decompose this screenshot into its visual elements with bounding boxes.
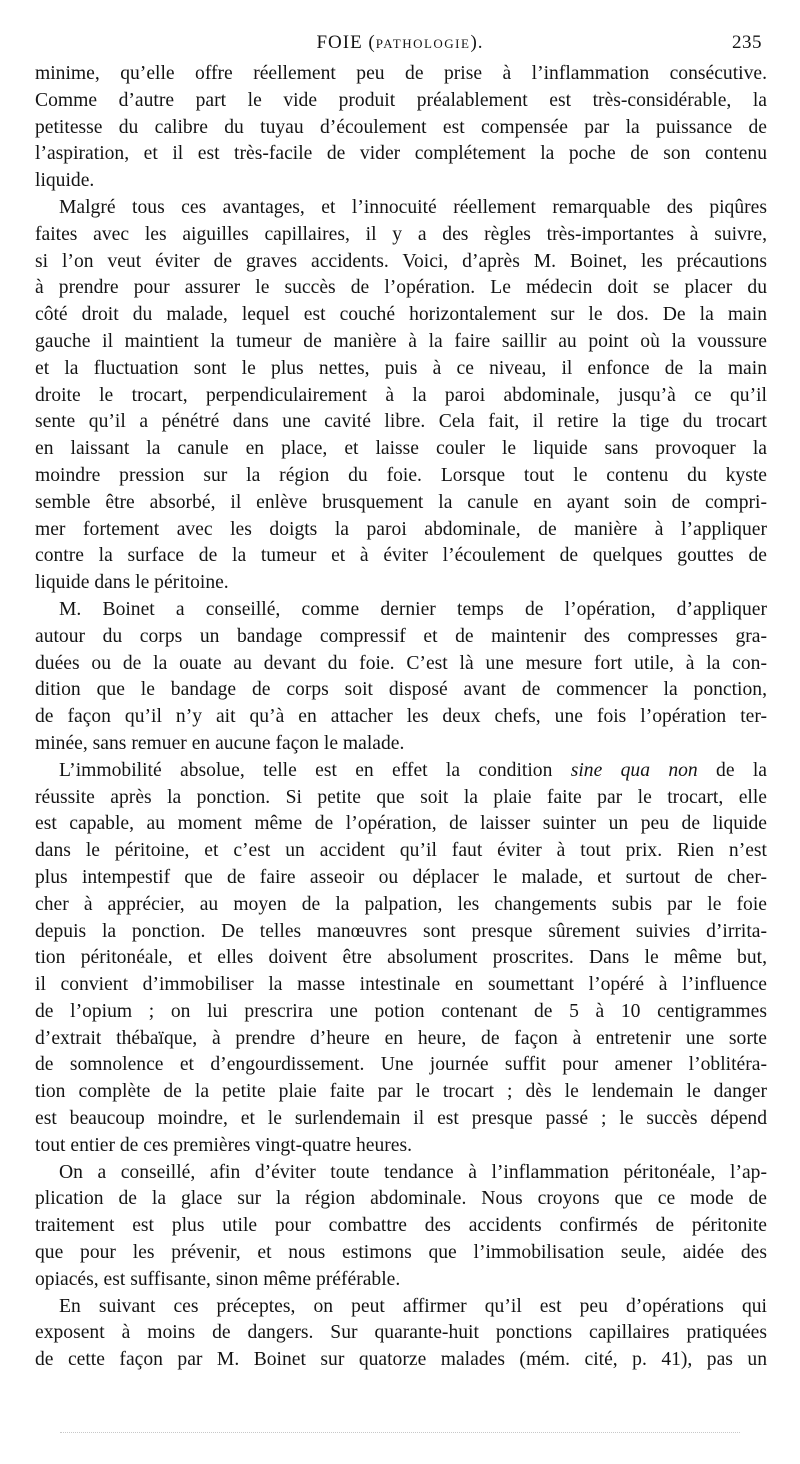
text-line: il convient d’immobiliser la masse intestinale en soumettant l’opéré à l’influence [35, 974, 767, 996]
header-title-end: ). [470, 32, 484, 53]
bottom-scan-dots [60, 1432, 740, 1437]
text-line: tion complète de la petite plaie faite par le trocart ; dès le lendemain le danger [35, 1081, 767, 1103]
text-line: liquide. [35, 170, 95, 192]
paragraph-6 [35, 1294, 767, 1374]
text-run: L’immobilité absolue, telle est en effet la condition [59, 759, 571, 781]
text-line: si l’on veut éviter de graves accidents. Voici, d’après M. Boinet, les précautions [35, 250, 767, 272]
text-line: l’aspiration, et il est très-facile de vider complétement la poche de son contenu [35, 143, 767, 165]
text-line: gauche il maintient la tumeur de manière à la faire saillir au point où la voussure [35, 330, 767, 352]
text-line: faites avec les aiguilles capillaires, il y a des règles très-importantes à suivre, [35, 223, 767, 245]
text-line: d’extrait thébaïque, à prendre d’heure en heure, de façon à entretenir une sorte [35, 1027, 767, 1049]
text-line: duées ou de la ouate au devant du foie. C’est là une mesure fort utile, à la con- [35, 652, 767, 674]
page-number: 235 [732, 32, 762, 53]
text-line: de l’opium ; on lui prescrira une potion contenant de 5 à 10 centigrammes [35, 1000, 767, 1022]
body-text [35, 61, 767, 1374]
text-line: en laissant la canule en place, et laisse couler le liquide sans provoquer la [35, 438, 767, 460]
text-line: mer fortement avec les doigts la paroi abdominale, de manière à l’appliquer [35, 518, 767, 540]
text-line: moindre pression sur la région du foie. Lorsque tout le contenu du kyste [35, 464, 767, 486]
text-run: de la [697, 759, 767, 781]
text-line: côté droit du malade, lequel est couché horizontalement sur le dos. De la main [35, 304, 767, 326]
text-line: Comme d’autre part le vide produit préalablement est très-considérable, la [35, 89, 767, 111]
paragraph-3 [35, 597, 767, 758]
text-line: dition que le bandage de corps soit disposé avant de commencer la ponction, [35, 679, 767, 701]
text-line: petitesse du calibre du tuyau d’écoulement est compensée par la puissance de [35, 116, 767, 138]
text-line: minée, sans remuer en aucune façon le malade. [35, 732, 405, 754]
paragraph-5 [35, 1160, 767, 1294]
text-line: et la fluctuation sont le plus nettes, puis à ce niveau, il enfonce de la main [35, 357, 767, 379]
header-title-main: FOIE ( [316, 32, 376, 53]
text-line: est beaucoup moindre, et le surlendemain il est presque passé ; le succès dépend [35, 1108, 767, 1130]
text-line: de façon qu’il n’y ait qu’à en attacher les deux chefs, une fois l’opération ter- [35, 706, 767, 728]
text-line: à prendre pour assurer le succès de l’opération. Le médecin doit se placer du [35, 277, 767, 299]
text-line: plus intempestif que de faire asseoir ou déplacer le malade, et surtout de cher- [35, 866, 767, 888]
text-line: est capable, au moment même de l’opération, de laisser suinter un peu de liquide [35, 813, 767, 835]
text-line: Malgré tous ces avantages, et l’innocuité réellement remarquable des piqûres [59, 196, 767, 218]
text-line: réussite après la ponction. Si petite que soit la plaie faite par le trocart, elle [35, 786, 767, 808]
paragraph-4 [35, 758, 767, 1160]
text-line: En suivant ces préceptes, on peut affirmer qu’il est peu d’opérations qui [59, 1295, 767, 1317]
text-line: semble être absorbé, il enlève brusquement la canule en ayant soin de compri- [35, 491, 767, 513]
text-line: liquide dans le péritoine. [35, 572, 229, 594]
text-line: autour du corps un bandage compressif et de maintenir des compresses gra- [35, 625, 767, 647]
text-line: sente qu’il a pénétré dans une cavité libre. Cela fait, il retire la tige du trocart [35, 411, 767, 433]
text-line: exposent à moins de dangers. Sur quarante-huit ponctions capillaires pratiquées [35, 1322, 767, 1344]
header-title-small-caps: PATHOLOGIE [375, 36, 471, 51]
running-header [30, 32, 770, 58]
text-line: M. Boinet a conseillé, comme dernier temps de l’opération, d’appliquer [59, 598, 767, 620]
header-title [30, 32, 770, 54]
text-line: depuis la ponction. De telles manœuvres sont presque sûrement suivies d’irrita- [35, 920, 767, 942]
text-line: On a conseillé, afin d’éviter toute tendance à l’inflammation péritonéale, l’ap- [59, 1161, 767, 1183]
paragraph-2 [35, 195, 767, 597]
text-line: droite le trocart, perpendiculairement à la paroi abdominale, jusqu’à ce qu’il [35, 384, 767, 406]
text-line: de somnolence et d’engourdissement. Une journée suffit pour amener l’oblitéra- [35, 1054, 767, 1076]
text-line: plication de la glace sur la région abdominale. Nous croyons que ce mode de [35, 1188, 767, 1210]
text-line: opiacés, est suffisante, sinon même préférable. [35, 1268, 401, 1290]
text-line: que pour les prévenir, et nous estimons que l’immobilisation seule, aidée des [35, 1242, 767, 1264]
paragraph-1 [35, 61, 767, 195]
text-line: de cette façon par M. Boinet sur quatorze malades (mém. cité, p. 41), pas un [35, 1349, 767, 1371]
italic-phrase: sine qua non [570, 759, 698, 781]
text-line: cher à apprécier, au moyen de la palpation, les changements subis par le foie [35, 893, 767, 915]
text-line: traitement est plus utile pour combattre des accidents confirmés de péritonite [35, 1215, 767, 1237]
text-line: tion péritonéale, et elles doivent être absolument proscrites. Dans le même but, [35, 947, 767, 969]
text-line: contre la surface de la tumeur et à éviter l’écoulement de quelques gouttes de [35, 545, 767, 567]
text-line: minime, qu’elle offre réellement peu de prise à l’inflammation consécutive. [35, 63, 767, 84]
text-line: tout entier de ces premières vingt-quatre heures. [35, 1134, 413, 1156]
text-line: dans le péritoine, et c’est un accident qu’il faut éviter à tout prix. Rien n’est [35, 840, 767, 862]
text-line-with-italic [35, 758, 767, 785]
